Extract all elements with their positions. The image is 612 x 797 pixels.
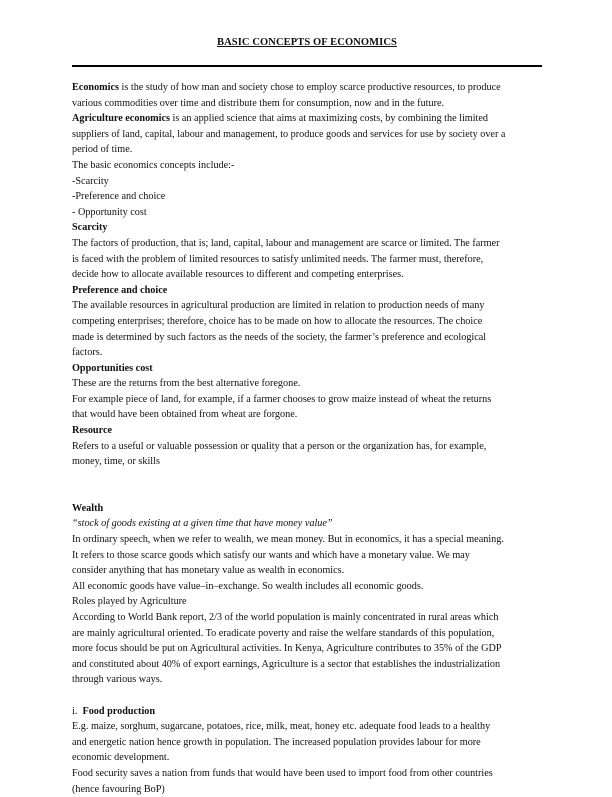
paragraph-line: is faced with the problem of limited resources to satisfy unlimited needs. The farmer must, therefore,	[72, 253, 484, 265]
paragraph-line: All economic goods have value–in–exchange. So wealth includes all economic goods.	[72, 580, 424, 592]
concepts-intro: The basic economics concepts include:-	[72, 159, 235, 171]
paragraph-line: that would have been obtained from wheat are forgone.	[72, 409, 298, 421]
spacer	[72, 688, 542, 704]
concept-item: - Opportunity cost	[72, 206, 147, 218]
paragraph-line: period of time.	[72, 144, 133, 156]
paragraph-line: These are the returns from the best alternative foregone.	[72, 378, 301, 390]
paragraph-line: economic development.	[72, 752, 170, 764]
spacer	[72, 470, 542, 501]
wealth-quote: “stock of goods existing at a given time that have money value”	[72, 518, 333, 530]
page-title: BASIC CONCEPTS OF ECONOMICS	[217, 37, 397, 48]
heading-scarcity: Scarcity	[72, 222, 108, 234]
term-economics: Economics	[72, 82, 119, 93]
paragraph-line: Refers to a useful or valuable possession or quality that a person or the organization has, for example,	[72, 440, 487, 452]
paragraph-line: and constituted about 40% of export earnings, Agriculture is a sector that establishes the industrialization	[72, 658, 501, 670]
roles-heading: Roles played by Agriculture	[72, 596, 187, 608]
paragraph-line: The available resources in agricultural production are limited in relation to production needs of many	[72, 300, 485, 312]
concept-item: -Preference and choice	[72, 191, 166, 203]
agri-economics-definition: Agriculture economics is an applied science that aims at maximizing costs, by combining the limited	[72, 113, 489, 125]
paragraph-line: various commodities over time and distribute them for consumption, now and in the future.	[72, 97, 445, 109]
title-divider	[72, 65, 542, 67]
paragraph-line: through various ways.	[72, 674, 163, 686]
paragraph-line: According to World Bank report, 2/3 of the world population is mainly concentrated in rural areas which	[72, 612, 499, 623]
paragraph-line: E.g. maize, sorghum, sugarcane, potatoes, rice, milk, meat, honey etc. adequate food leads to a healthy	[72, 721, 491, 733]
list-number: i.	[72, 705, 78, 717]
paragraph-line: suppliers of land, capital, labour and management, to produce goods and services for use by society over a	[72, 128, 506, 140]
heading-wealth: Wealth	[72, 502, 104, 514]
paragraph-line: The factors of production, that is; land, capital, labour and management are scarce or limited. The farmer	[72, 237, 500, 249]
paragraph-line: and energetic nation hence growth in population. The increased population provides labour for more	[72, 736, 481, 748]
paragraph-line: competing enterprises; therefore, choice has to be made on how to allocate the resources. The choice	[72, 315, 483, 327]
paragraph-line: consider anything that has monetary value as wealth in economics.	[72, 565, 345, 577]
paragraph-line: factors.	[72, 347, 103, 359]
paragraph-line: more focus should be put on Agricultural activities. In Kenya, Agriculture contributes to 35% of the GDP	[72, 643, 502, 655]
paragraph-line: made is determined by such factors as the needs of the society, the farmer’s preference and ecological	[72, 331, 487, 343]
term-agriculture-economics: Agriculture economics	[72, 113, 170, 125]
concept-item: -Scarcity	[72, 175, 109, 187]
document-body	[72, 80, 542, 797]
paragraph-line: It refers to those scarce goods which satisfy our wants and which have a monetary value. We may	[72, 549, 470, 561]
paragraph-line: For example piece of land, for example, if a farmer chooses to grow maize instead of wheat the returns	[72, 393, 492, 405]
heading-resource: Resource	[72, 425, 112, 437]
heading-food-production: i. Food production	[72, 705, 156, 717]
paragraph-line: are mainly agricultural oriented. To eradicate poverty and raise the welfare standards of this population,	[72, 627, 495, 639]
paragraph-line: decide how to allocate available resources to different and competing enterprises.	[72, 269, 404, 281]
economics-definition: Economics is the study of how man and society chose to employ scarce productive resources, to produce	[72, 82, 501, 93]
paragraph-line: In ordinary speech, when we refer to wealth, we mean money. But in economics, it has a special meaning.	[72, 534, 504, 546]
paragraph-line: Food security saves a nation from funds that would have been used to import food from other countries	[72, 767, 493, 779]
paragraph-line: (hence favouring BoP)	[72, 783, 165, 795]
paragraph-line: money, time, or skills	[72, 456, 160, 468]
heading-opportunity-cost: Opportunities cost	[72, 362, 153, 374]
heading-preference: Preference and choice	[72, 284, 168, 296]
